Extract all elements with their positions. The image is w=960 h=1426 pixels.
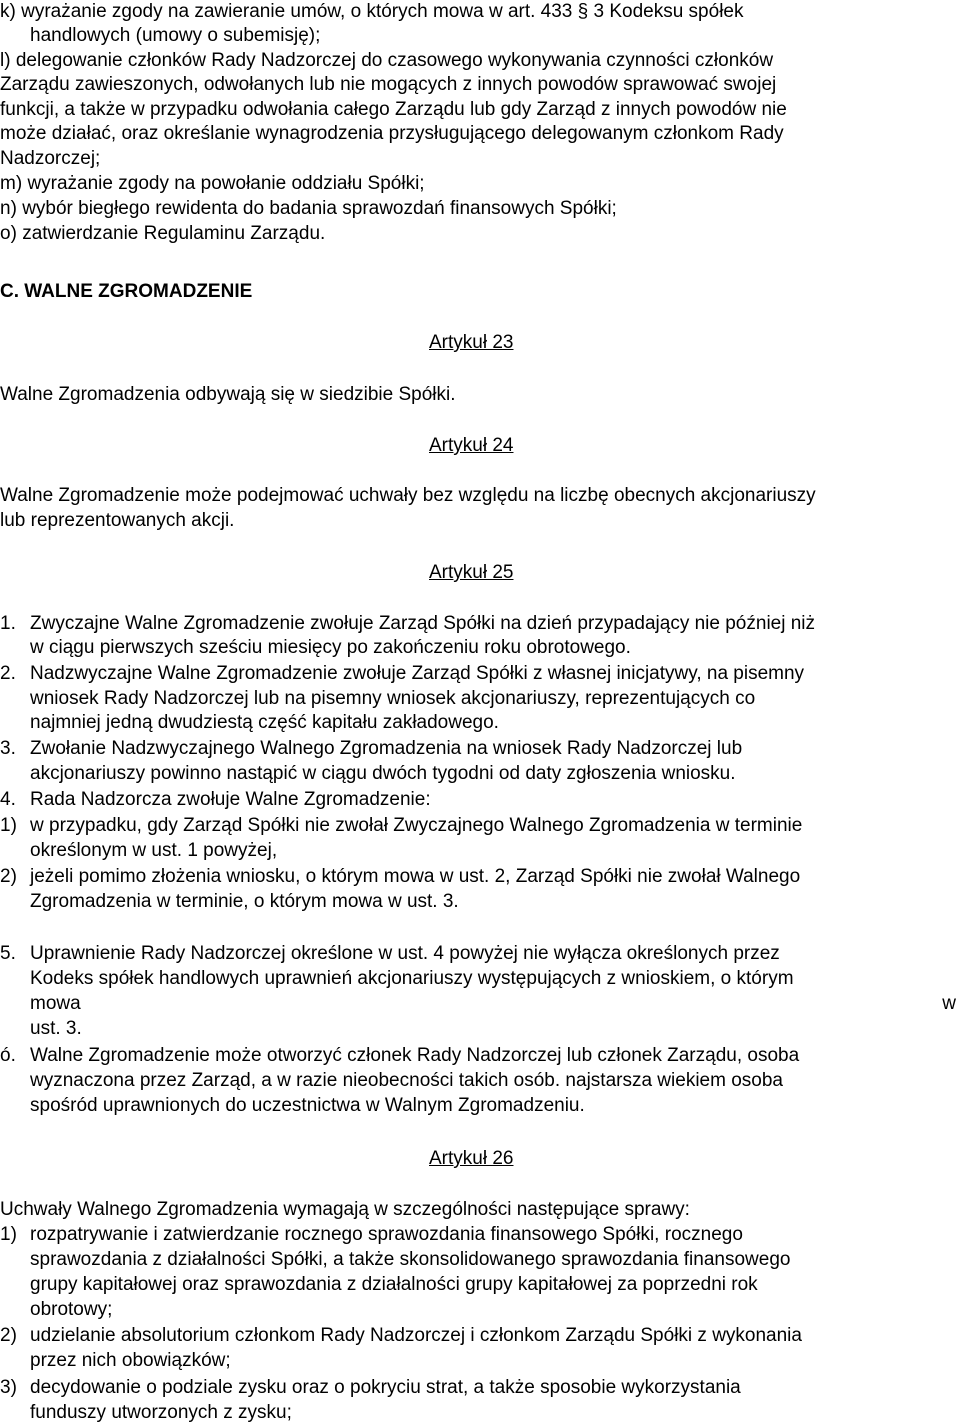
article-24-text: Walne Zgromadzenie może podejmować uchwały bez względu na liczbę obecnych akcjonariuszy — [0, 485, 816, 506]
list-label: o) — [0, 223, 17, 244]
sub-item-text: rozpatrywanie i zatwierdzanie rocznego sprawozdania finansowego Spółki, rocznego — [30, 1224, 743, 1245]
list-label: l) — [0, 50, 11, 71]
paragraph-text: wniosek Rady Nadzorczej lub na pisemny wniosek akcjonariuszy, reprezentujących co — [30, 688, 756, 709]
list-item-l — [0, 49, 773, 74]
paragraph-text: w ciągu pierwszych sześciu miesięcy po zakończeniu roku obrotowego. — [30, 637, 631, 658]
paragraph-number: 3. — [0, 738, 16, 759]
article-23-text: Walne Zgromadzenia odbywają się w siedzibie Spółki. — [0, 384, 456, 405]
sub-item-text: w przypadku, gdy Zarząd Spółki nie zwołał Zwyczajnego Walnego Zgromadzenia w terminie — [30, 815, 803, 836]
list-label: m) — [0, 173, 23, 194]
sub-item-number: 2) — [0, 866, 17, 887]
sub-item-text: Zgromadzenia w terminie, o którym mowa w ust. 3. — [30, 891, 459, 912]
sub-item-text: jeżeli pomimo złożenia wniosku, o którym mowa w ust. 2, Zarząd Spółki nie zwołał Walnego — [30, 866, 801, 887]
paragraph-text: Zwyczajne Walne Zgromadzenie zwołuje Zarząd Spółki na dzień przypadający nie później niż — [30, 613, 816, 634]
paragraph-number: 4. — [0, 789, 16, 810]
sub-item-text: udzielanie absolutorium członkom Rady Nadzorczej i członkom Zarządu Spółki z wykonania — [30, 1325, 802, 1346]
paragraph-text: Uprawnienie Rady Nadzorczej określone w ust. 4 powyżej nie wyłącza określonych przez — [30, 943, 780, 964]
article-title-26: Artykuł 26 — [429, 1148, 514, 1169]
list-label: n) — [0, 198, 17, 219]
paragraph-text: Zwołanie Nadzwyczajnego Walnego Zgromadzenia na wniosek Rady Nadzorczej lub — [30, 738, 743, 759]
paragraph-text: spośród uprawnionych do uczestnictwa w Walnym Zgromadzeniu. — [30, 1095, 585, 1116]
list-item-m — [0, 172, 425, 197]
list-text-cont: Zarządu zawieszonych, odwołanych lub nie mogących z innych powodów sprawować swojej — [0, 74, 777, 95]
list-text: wyrażanie zgody na zawieranie umów, o których mowa w art. 433 § 3 Kodeksu spółek — [21, 1, 744, 22]
sub-item-text: decydowanie o podziale zysku oraz o pokryciu strat, a także sposobie wykorzystania — [30, 1377, 741, 1398]
paragraph-text: Kodeks spółek handlowych uprawnień akcjonariuszy występujących z wnioskiem, o którym — [30, 968, 794, 989]
list-item-k — [0, 0, 743, 25]
list-item-n — [0, 197, 617, 222]
paragraph-text: Walne Zgromadzenie może otworzyć członek Rady Nadzorczej lub członek Zarządu, osoba — [30, 1045, 800, 1066]
list-text: zatwierdzanie Regulaminu Zarządu. — [22, 223, 326, 244]
sub-item-number: 2) — [0, 1325, 17, 1346]
paragraph-text: akcjonariuszy powinno nastąpić w ciągu dwóch tygodni od daty zgłoszenia wniosku. — [30, 763, 736, 784]
list-text: wybór biegłego rewidenta do badania sprawozdań finansowych Spółki; — [22, 198, 617, 219]
sub-item-number: 1) — [0, 815, 17, 836]
paragraph-number: 2. — [0, 663, 16, 684]
sub-item-text: obrotowy; — [30, 1299, 113, 1320]
paragraph-text: wyznaczona przez Zarząd, a w razie nieobecności takich osób. najstarsza wiekiem osoba — [30, 1070, 783, 1091]
list-text-cont: Nadzorczej; — [0, 148, 101, 169]
list-text-cont: może działać, oraz określanie wynagrodzenia przysługującego delegowanym członkom Rady — [0, 123, 784, 144]
sub-item-text: przez nich obowiązków; — [30, 1350, 231, 1371]
sub-item-text: określonym w ust. 1 powyżej, — [30, 840, 278, 861]
paragraph-text: najmniej jedną dwudziestą część kapitału zakładowego. — [30, 712, 499, 733]
paragraph-text: Nadzwyczajne Walne Zgromadzenie zwołuje Zarząd Spółki z własnej inicjatywy, na pisemny — [30, 663, 805, 684]
article-26-intro: Uchwały Walnego Zgromadzenia wymagają w szczególności następujące sprawy: — [0, 1199, 690, 1220]
article-title-24: Artykuł 24 — [429, 435, 514, 456]
list-text-cont: funkcji, a także w przypadku odwołania całego Zarządu lub gdy Zarząd z innych powodów nie — [0, 99, 787, 120]
sub-item-text: sprawozdania z działalności Spółki, a także skonsolidowanego sprawozdania finansowego — [30, 1249, 791, 1270]
paragraph-number: 1. — [0, 613, 16, 634]
article-title-25: Artykuł 25 — [429, 562, 514, 583]
sub-item-number: 1) — [0, 1224, 17, 1245]
paragraph-text-justified — [30, 992, 956, 1017]
paragraph-text: Rada Nadzorcza zwołuje Walne Zgromadzenie: — [30, 789, 431, 810]
paragraph-number: ó. — [0, 1045, 16, 1066]
paragraph-text: ust. 3. — [30, 1018, 82, 1039]
sub-item-text: funduszy utworzonych z zysku; — [30, 1402, 292, 1423]
justified-word: w — [942, 993, 956, 1014]
sub-item-number: 3) — [0, 1377, 17, 1398]
list-text: wyrażanie zgody na powołanie oddziału Spółki; — [27, 173, 425, 194]
paragraph-number: 5. — [0, 943, 16, 964]
sub-item-text: grupy kapitałowej oraz sprawozdania z działalności grupy kapitałowej za poprzedni rok — [30, 1274, 758, 1295]
list-item-o — [0, 222, 325, 247]
list-text: delegowanie członków Rady Nadzorczej do czasowego wykonywania czynności członków — [15, 50, 774, 71]
justified-word: mowa — [30, 993, 81, 1014]
article-24-text: lub reprezentowanych akcji. — [0, 510, 235, 531]
list-label: k) — [0, 1, 16, 22]
article-title-23: Artykuł 23 — [429, 332, 514, 353]
list-text-cont: handlowych (umowy o subemisję); — [30, 25, 321, 46]
section-heading: C. WALNE ZGROMADZENIE — [0, 281, 253, 302]
